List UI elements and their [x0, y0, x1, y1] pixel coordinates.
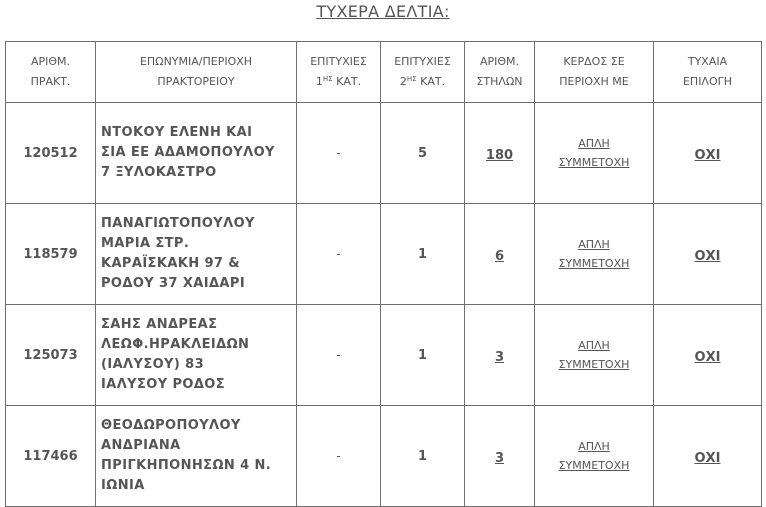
- profit-mode-link[interactable]: ΑΠΛΗ ΣΥΜΜΕΤΟΧΗ: [558, 339, 630, 371]
- agency-code-cell: 120512: [6, 103, 96, 204]
- wins-cat1-cell: -: [297, 204, 381, 305]
- table-row: [6, 103, 762, 204]
- header-agency-name: ΕΠΩΝΥΜΙΑ/ΠΕΡΙΟΧΗ ΠΡΑΚΤΟΡΕΙΟΥ: [96, 42, 297, 103]
- wins-cat1-cell: -: [297, 103, 381, 204]
- columns-link[interactable]: 180: [485, 147, 514, 163]
- table-row: [6, 204, 762, 305]
- random-pick-cell: [654, 305, 762, 406]
- random-pick-link[interactable]: ΟΧΙ: [694, 349, 721, 365]
- wins-cat2-cell: 1: [381, 406, 465, 507]
- random-pick-link[interactable]: ΟΧΙ: [694, 450, 721, 466]
- agency-name-cell: ΠΑΝΑΓΙΩΤΟΠΟΥΛΟΥ ΜΑΡΙΑ ΣΤΡ. ΚΑΡΑΪΣΚΑΚΗ 97 & ΡΟΔΟΥ 37 ΧΑΙΔΑΡΙ: [96, 204, 297, 305]
- wins-cat2-cell: 1: [381, 204, 465, 305]
- random-pick-cell: [654, 204, 762, 305]
- header-random-pick: ΤΥΧΑΙΑ ΕΠΙΛΟΓΗ: [654, 42, 762, 103]
- table-row: [6, 406, 762, 507]
- header-agency-code: ΑΡΙΘΜ. ΠΡΑΚΤ.: [6, 42, 96, 103]
- profit-mode-cell: [535, 103, 654, 204]
- table-row: [6, 305, 762, 406]
- agency-code-cell: 118579: [6, 204, 96, 305]
- profit-mode-cell: [535, 406, 654, 507]
- header-profit-mode: ΚΕΡΔΟΣ ΣΕ ΠΕΡΙΟΧΗ ΜΕ: [535, 42, 654, 103]
- columns-link[interactable]: 3: [494, 450, 505, 466]
- header-wins-category-1: ΕΠΙΤΥΧΙΕΣ $1^{H\Sigma}$ ΚΑΤ.: [297, 42, 381, 103]
- profit-mode-cell: [535, 204, 654, 305]
- random-pick-cell: [654, 103, 762, 204]
- profit-mode-link[interactable]: ΑΠΛΗ ΣΥΜΜΕΤΟΧΗ: [558, 440, 630, 472]
- profit-mode-link[interactable]: ΑΠΛΗ ΣΥΜΜΕΤΟΧΗ: [558, 137, 630, 169]
- profit-mode-cell: [535, 305, 654, 406]
- wins-cat1-cell: -: [297, 406, 381, 507]
- wins-cat1-cell: -: [297, 305, 381, 406]
- wins-cat2-cell: 5: [381, 103, 465, 204]
- winning-tickets-table: [5, 41, 762, 507]
- random-pick-link[interactable]: ΟΧΙ: [694, 248, 721, 264]
- columns-cell: [465, 305, 535, 406]
- agency-code-cell: 125073: [6, 305, 96, 406]
- random-pick-cell: [654, 406, 762, 507]
- agency-name-cell: ΝΤΟΚΟΥ ΕΛΕΝΗ ΚΑΙ ΣΙΑ ΕΕ ΑΔΑΜΟΠΟΥΛΟΥ 7 ΞΥΛΟΚΑΣΤΡΟ: [96, 103, 297, 204]
- random-pick-link[interactable]: ΟΧΙ: [694, 147, 721, 163]
- table-header-row: [6, 42, 762, 103]
- agency-name-cell: ΘΕΟΔΩΡΟΠΟΥΛΟΥ ΑΝΔΡΙΑΝΑ ΠΡΙΓΚΗΠΟΝΗΣΩΝ 4 Ν. ΙΩΝΙΑ: [96, 406, 297, 507]
- agency-code-cell: 117466: [6, 406, 96, 507]
- agency-name-cell: ΣΑΗΣ ΑΝΔΡΕΑΣ ΛΕΩΦ.ΗΡΑΚΛΕΙΔΩΝ (ΙΑΛΥΣΟΥ) 83 ΙΑΛΥΣΟΥ ΡΟΔΟΣ: [96, 305, 297, 406]
- columns-cell: [465, 204, 535, 305]
- wins-cat2-cell: 1: [381, 305, 465, 406]
- header-wins-category-2: ΕΠΙΤΥΧΙΕΣ $2^{H\Sigma}$ ΚΑΤ.: [381, 42, 465, 103]
- page-title: ΤΥΧΕΡΑ ΔΕΛΤΙΑ:: [316, 2, 450, 21]
- columns-link[interactable]: 6: [494, 248, 505, 264]
- columns-cell: [465, 103, 535, 204]
- columns-cell: [465, 406, 535, 507]
- profit-mode-link[interactable]: ΑΠΛΗ ΣΥΜΜΕΤΟΧΗ: [558, 238, 630, 270]
- columns-link[interactable]: 3: [494, 349, 505, 365]
- header-columns-count: ΑΡΙΘΜ. ΣΤΗΛΩΝ: [465, 42, 535, 103]
